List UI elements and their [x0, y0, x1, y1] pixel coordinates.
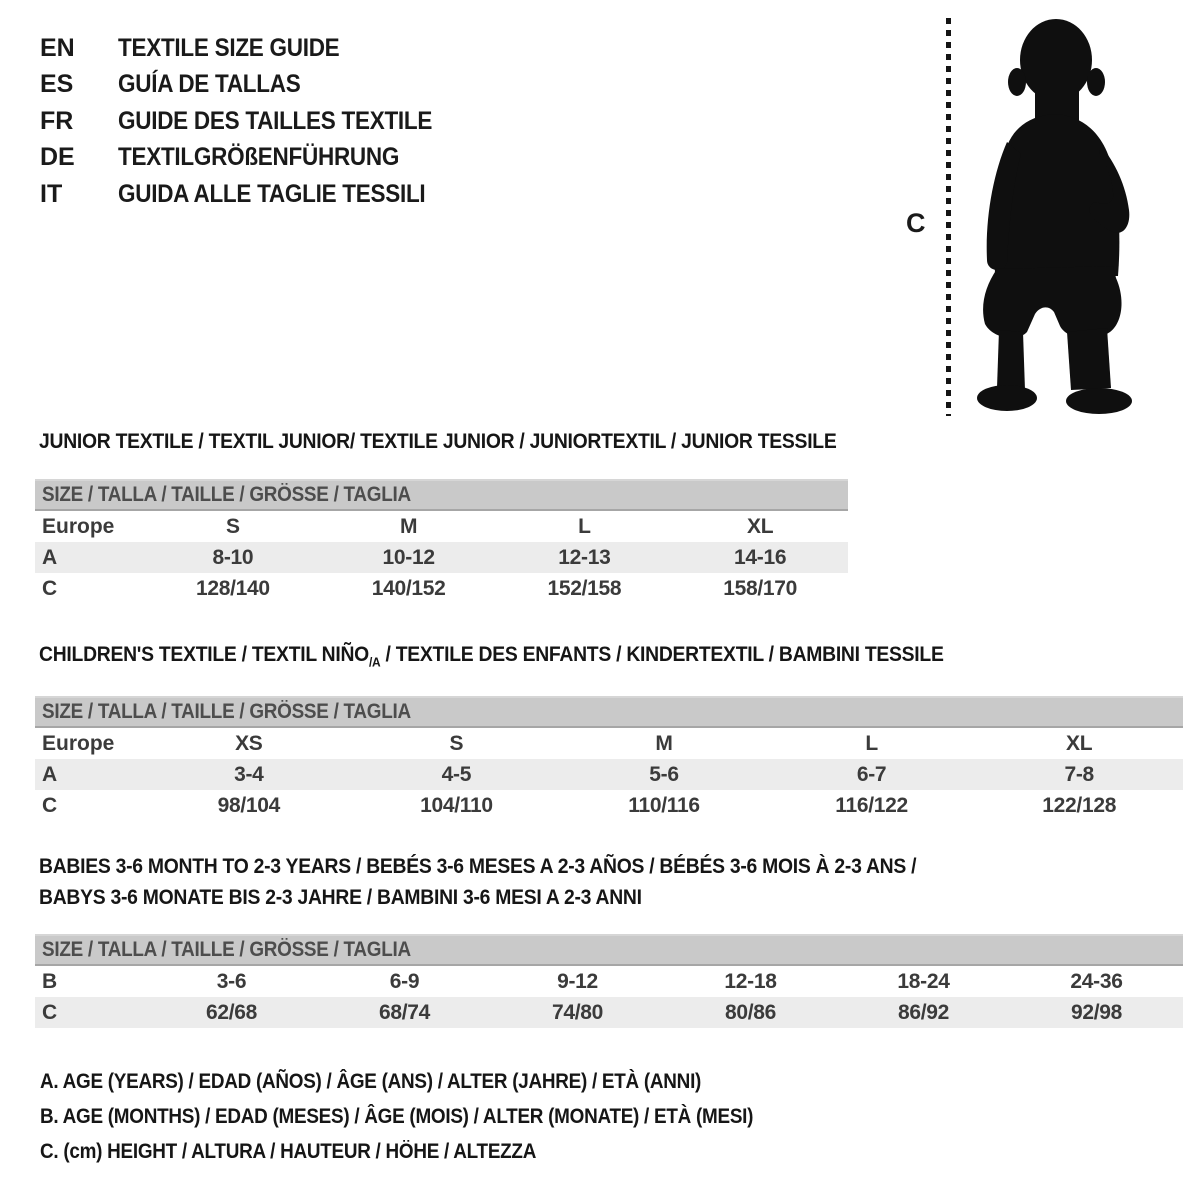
size-header-bar: [35, 934, 1183, 966]
height-measure-label: C: [906, 208, 926, 238]
lang-row-fr: [40, 103, 467, 140]
section-title-line: [39, 429, 1183, 453]
legend-height-cm: C. (cm) HEIGHT / ALTURA / HAUTEUR / HÖHE / ALTEZZA: [40, 1140, 537, 1163]
table-cell: 122/128: [1042, 793, 1117, 817]
size-header-text: SIZE / TALLA / TAILLE / GRÖSSE / TAGLIA: [42, 938, 411, 962]
size-header-text: SIZE / TALLA / TAILLE / GRÖSSE / TAGLIA: [42, 700, 411, 724]
table-cell: 3-6: [216, 969, 247, 993]
table-cell: 6-7: [856, 762, 887, 786]
size-header-bar: [35, 696, 1183, 728]
section-title-children: [39, 642, 1183, 674]
table-row-b: [35, 966, 1183, 997]
section-title-text: CHILDREN'S TEXTILE / TEXTIL $NIÑO_{/A}$ / TEXTILE DES ENFANTS / KINDERTEXTIL / BAMBINI TESSILE: [39, 642, 944, 670]
row-label: C: [42, 793, 58, 817]
lang-row-en: [40, 30, 467, 67]
size-header-text: SIZE / TALLA / TAILLE / GRÖSSE / TAGLIA: [42, 483, 411, 506]
size-table-babies: [35, 934, 1183, 1028]
table-row-a: [35, 759, 1183, 790]
table-cell: 18-24: [897, 969, 950, 993]
table-cell: 104/110: [420, 793, 493, 817]
section-title-babies: [39, 851, 1183, 913]
row-label: B: [42, 969, 58, 993]
table-cell: 158/170: [723, 576, 798, 600]
size-column-header: XL: [1066, 731, 1093, 755]
size-column-header: L: [578, 514, 591, 538]
table-cell: 98/104: [217, 793, 281, 817]
table-cell: 4-5: [441, 762, 472, 786]
row-label: A: [42, 762, 58, 786]
lang-row-de: [40, 140, 467, 177]
section-title-junior: [39, 429, 1183, 453]
lang-code: FR: [40, 106, 74, 135]
table-cell: 10-12: [382, 545, 435, 569]
size-section-junior: [35, 429, 1183, 604]
region-label: Europe: [42, 731, 115, 755]
section-title-text: JUNIOR TEXTILE / TEXTIL JUNIOR/ TEXTILE JUNIOR / JUNIORTEXTIL / JUNIOR TESSILE: [39, 429, 837, 453]
size-table-junior: [35, 479, 848, 604]
region-label: Europe: [42, 514, 115, 538]
height-measure-line: [946, 18, 951, 416]
lang-label: TEXTILE SIZE GUIDE: [118, 33, 340, 62]
size-column-header: S: [226, 514, 240, 538]
size-sections: [35, 429, 1183, 1028]
table-cell: 8-10: [212, 545, 254, 569]
size-column-header: XS: [235, 731, 263, 755]
toddler-silhouette: [963, 14, 1145, 420]
row-label: C: [42, 576, 58, 600]
lang-code: IT: [40, 179, 63, 208]
table-cell: 12-13: [558, 545, 611, 569]
lang-label: TEXTILGRÖßENFÜHRUNG: [118, 143, 400, 172]
table-cell: 74/80: [551, 1000, 604, 1024]
table-cell: 152/158: [547, 576, 622, 600]
size-column-header: XL: [747, 514, 774, 538]
legend: [40, 1070, 832, 1175]
table-cell: 12-18: [724, 969, 777, 993]
lang-row-es: [40, 67, 467, 104]
size-column-header: M: [400, 514, 418, 538]
table-row-a: [35, 542, 848, 573]
table-cell: 116/122: [835, 793, 908, 817]
language-list: [40, 30, 467, 213]
legend-age-years: A. AGE (YEARS) / EDAD (AÑOS) / ÂGE (ANS) / ALTER (JAHRE) / ETÀ (ANNI): [40, 1070, 702, 1093]
size-column-header: L: [865, 731, 878, 755]
size-header-bar: [35, 479, 848, 511]
lang-code: ES: [40, 70, 74, 99]
table-cell: 92/98: [1070, 1000, 1123, 1024]
lang-label: GUIDE DES TAILLES TEXTILE: [118, 106, 433, 135]
row-label: A: [42, 545, 58, 569]
table-cell: 140/152: [371, 576, 446, 600]
size-section-children: [35, 642, 1183, 821]
section-title-line: [39, 851, 1183, 882]
table-cell: 14-16: [734, 545, 787, 569]
table-header-row: [35, 511, 848, 542]
table-cell: 80/86: [724, 1000, 777, 1024]
lang-row-it: [40, 176, 467, 213]
lang-label: GUÍA DE TALLAS: [118, 70, 301, 99]
table-row-c: [35, 997, 1183, 1028]
table-row-c: [35, 573, 848, 604]
table-row-c: [35, 790, 1183, 821]
table-cell: 5-6: [649, 762, 679, 786]
table-cell: 7-8: [1064, 762, 1094, 786]
size-column-header: S: [449, 731, 464, 755]
lang-code: EN: [40, 33, 75, 62]
section-title-text: BABIES 3-6 MONTH TO 2-3 YEARS / BEBÉS 3-6 MESES A 2-3 AÑOS / BÉBÉS 3-6 MOIS À 2-3 ANS /: [39, 854, 917, 879]
legend-age-months: B. AGE (MONTHS) / EDAD (MESES) / ÂGE (MOIS) / ALTER (MONATE) / ETÀ (MESI): [40, 1105, 754, 1128]
section-title-text: BABYS 3-6 MONATE BIS 2-3 JAHRE / BAMBINI 3-6 MESI A 2-3 ANNI: [39, 885, 642, 910]
size-table-children: [35, 696, 1183, 821]
table-cell: 62/68: [205, 1000, 258, 1024]
lang-label: GUIDA ALLE TAGLIE TESSILI: [118, 179, 426, 208]
table-cell: 9-12: [557, 969, 598, 993]
size-section-babies: [35, 851, 1183, 1028]
table-cell: 86/92: [897, 1000, 950, 1024]
table-header-row: [35, 728, 1183, 759]
table-cell: 110/116: [628, 793, 700, 817]
table-cell: 128/140: [195, 576, 270, 600]
row-label: C: [42, 1000, 58, 1024]
table-cell: 3-4: [234, 762, 264, 786]
table-cell: 68/74: [378, 1000, 431, 1024]
size-column-header: M: [655, 731, 673, 755]
section-title-line: [39, 882, 1183, 913]
table-cell: 6-9: [389, 969, 420, 993]
lang-code: DE: [40, 143, 75, 172]
table-cell: 24-36: [1070, 969, 1123, 993]
